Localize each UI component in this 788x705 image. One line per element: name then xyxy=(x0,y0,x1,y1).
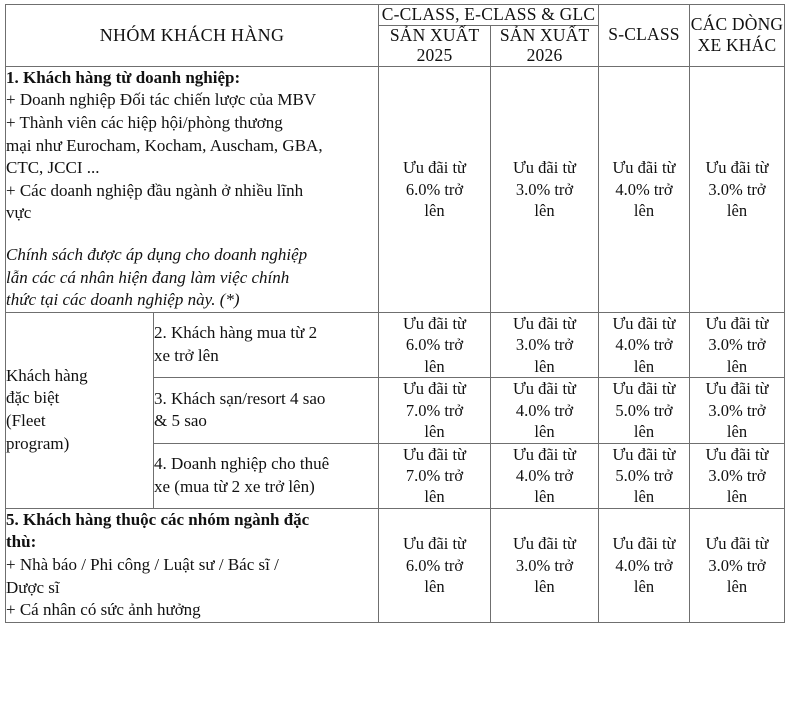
discount-line-3: lên xyxy=(726,577,748,597)
discount-line-3: lên xyxy=(534,201,555,221)
header-other-models xyxy=(690,5,785,67)
cell-discount-2026 xyxy=(491,378,599,443)
discount-line-3: lên xyxy=(633,487,655,507)
discount-line-1: Ưu đãi từ xyxy=(705,534,769,554)
discount-line-2: 4.0% trở xyxy=(615,555,673,575)
discount-line-2: 3.0% trở xyxy=(708,465,766,485)
discount-line-3: lên xyxy=(424,487,445,507)
discount-line-3: lên xyxy=(424,201,445,221)
special-industries-title-line-2: thù: xyxy=(6,532,37,552)
header-other-line-1: CÁC xyxy=(690,14,728,35)
business-customers-note-line-3: thức tại các doanh nghiệp này. (*) xyxy=(6,290,240,310)
customer-discount-table xyxy=(5,4,785,623)
header-production-year-2026 xyxy=(491,25,599,66)
discount-line-3: lên xyxy=(534,577,555,597)
business-customers-line-1: + Doanh nghiệp Đối tác chiến lược của MBV xyxy=(6,90,317,110)
discount-line-2: 4.0% trở xyxy=(515,465,574,485)
cell-discount-2026 xyxy=(491,66,599,312)
special-industries-line-1: + Nhà báo / Phi công / Luật sư / Bác sĩ / xyxy=(6,555,279,575)
cell-discount-other xyxy=(690,66,785,312)
discount-line-1: Ưu đãi từ xyxy=(513,379,576,399)
cell-discount-sclass xyxy=(599,312,690,377)
discount-line-3: lên xyxy=(424,577,445,597)
discount-line-1: Ưu đãi từ xyxy=(513,158,576,178)
header-row-1 xyxy=(6,5,785,26)
header-2026-line-2: 2026 xyxy=(526,44,563,65)
discount-line-3: lên xyxy=(633,356,655,376)
header-production-year-2025 xyxy=(379,25,491,66)
cell-discount-other xyxy=(690,312,785,377)
discount-line-1: Ưu đãi từ xyxy=(705,158,769,178)
discount-line-1: Ưu đãi từ xyxy=(403,313,466,333)
fleet-group-line-2: đặc biệt xyxy=(6,388,60,408)
car-rental-line-2: xe (mua từ 2 xe trở lên) xyxy=(154,476,315,496)
discount-line-3: lên xyxy=(534,422,555,442)
table-body xyxy=(6,66,785,622)
cell-discount-2025 xyxy=(379,508,491,622)
discount-line-2: 7.0% trở xyxy=(405,400,464,420)
multi-vehicle-line-2: xe trở lên xyxy=(154,346,219,366)
table-row xyxy=(6,508,785,622)
car-rental-line-1: 4. Doanh nghiệp cho thuê xyxy=(154,454,330,474)
header-other-line-3: XE xyxy=(697,35,722,56)
discount-line-2: 4.0% trở xyxy=(615,335,673,355)
cell-discount-2025 xyxy=(379,443,491,508)
cell-discount-other xyxy=(690,443,785,508)
discount-line-2: 3.0% trở xyxy=(708,179,766,199)
discount-line-1: Ưu đãi từ xyxy=(705,379,769,399)
special-industries-line-3: + Cá nhân có sức ảnh hưởng xyxy=(6,600,201,620)
discount-line-3: lên xyxy=(534,356,555,376)
cell-discount-other xyxy=(690,378,785,443)
table-header xyxy=(6,5,785,67)
cell-discount-sclass xyxy=(599,378,690,443)
discount-line-1: Ưu đãi từ xyxy=(513,313,576,333)
cell-business-customers-description xyxy=(6,66,379,312)
discount-line-3: lên xyxy=(424,422,445,442)
cell-multi-vehicle-description xyxy=(154,312,379,377)
hotel-resort-line-2: & 5 sao xyxy=(154,411,207,431)
multi-vehicle-line-1: 2. Khách hàng mua từ 2 xyxy=(154,323,318,343)
business-customers-note-line-1: Chính sách được áp dụng cho doanh nghiệp xyxy=(6,245,308,265)
cell-discount-2025 xyxy=(379,66,491,312)
discount-line-2: 4.0% trở xyxy=(515,400,574,420)
discount-line-2: 3.0% trở xyxy=(515,179,574,199)
discount-line-3: lên xyxy=(726,422,748,442)
discount-line-2: 3.0% trở xyxy=(515,555,574,575)
cell-discount-2026 xyxy=(491,508,599,622)
discount-line-2: 3.0% trở xyxy=(515,335,574,355)
discount-line-1: Ưu đãi từ xyxy=(705,313,769,333)
discount-line-2: 5.0% trở xyxy=(615,465,673,485)
discount-line-2: 6.0% trở xyxy=(405,179,464,199)
discount-line-1: Ưu đãi từ xyxy=(403,534,466,554)
business-customers-line-5: + Các doanh nghiệp đầu ngành ở nhiều lĩnh xyxy=(6,180,304,200)
discount-line-2: 6.0% trở xyxy=(405,335,464,355)
business-customers-line-3: mại như Eurocham, Kocham, Auscham, GBA, xyxy=(6,135,323,155)
cell-discount-2026 xyxy=(491,443,599,508)
discount-line-1: Ưu đãi từ xyxy=(403,158,466,178)
discount-line-2: 5.0% trở xyxy=(615,400,673,420)
cell-discount-sclass xyxy=(599,66,690,312)
cell-discount-2026 xyxy=(491,312,599,377)
header-sclass: S-CLASS xyxy=(599,5,690,67)
fleet-group-line-1: Khách hàng xyxy=(6,365,88,385)
discount-line-1: Ưu đãi từ xyxy=(513,534,576,554)
discount-line-1: Ưu đãi từ xyxy=(612,379,676,399)
discount-line-1: Ưu đãi từ xyxy=(612,444,676,464)
discount-line-1: Ưu đãi từ xyxy=(403,379,466,399)
cell-discount-sclass xyxy=(599,443,690,508)
discount-line-3: lên xyxy=(424,356,445,376)
fleet-group-line-4: program) xyxy=(6,434,70,454)
discount-line-2: 3.0% trở xyxy=(708,555,766,575)
discount-line-1: Ưu đãi từ xyxy=(705,444,769,464)
cell-discount-2025 xyxy=(379,312,491,377)
discount-line-2: 7.0% trở xyxy=(405,465,464,485)
discount-line-3: lên xyxy=(534,487,555,507)
cell-discount-sclass xyxy=(599,508,690,622)
special-industries-line-2: Dược sĩ xyxy=(6,577,60,597)
business-customers-line-4: CTC, JCCI ... xyxy=(6,158,100,178)
cell-hotel-resort-description xyxy=(154,378,379,443)
discount-line-2: 3.0% trở xyxy=(708,400,766,420)
cell-car-rental-description xyxy=(154,443,379,508)
discount-line-1: Ưu đãi từ xyxy=(612,534,676,554)
discount-line-2: 4.0% trở xyxy=(615,179,673,199)
header-other-line-2: DÒNG xyxy=(731,14,784,35)
header-customer-group: NHÓM KHÁCH HÀNG xyxy=(6,5,379,67)
cell-fleet-program-group xyxy=(6,312,154,508)
cell-discount-other xyxy=(690,508,785,622)
hotel-resort-line-1: 3. Khách sạn/resort 4 sao xyxy=(154,388,326,408)
discount-line-3: lên xyxy=(633,201,655,221)
table-row xyxy=(6,312,785,377)
header-cclass-eclass-glc: C-CLASS, E-CLASS & GLC xyxy=(379,5,599,26)
business-customers-line-6: vực xyxy=(6,203,32,223)
discount-line-1: Ưu đãi từ xyxy=(612,313,676,333)
discount-line-3: lên xyxy=(633,422,655,442)
fleet-group-line-3: (Fleet xyxy=(6,411,46,431)
discount-line-1: Ưu đãi từ xyxy=(403,444,466,464)
cell-special-industries-description xyxy=(6,508,379,622)
header-2025-line-1: SẢN XUẤT xyxy=(389,24,480,45)
discount-line-1: Ưu đãi từ xyxy=(612,158,676,178)
business-customers-note-line-2: lẫn các cá nhân hiện đang làm việc chính xyxy=(6,267,290,287)
discount-line-3: lên xyxy=(633,577,655,597)
discount-line-1: Ưu đãi từ xyxy=(513,444,576,464)
header-2025-line-2: 2025 xyxy=(416,44,453,65)
discount-line-3: lên xyxy=(726,487,748,507)
discount-line-2: 3.0% trở xyxy=(708,335,766,355)
discount-line-2: 6.0% trở xyxy=(405,555,464,575)
discount-line-3: lên xyxy=(726,356,748,376)
discount-line-3: lên xyxy=(726,201,748,221)
special-industries-title-line-1: 5. Khách hàng thuộc các nhóm ngành đặc xyxy=(6,509,310,529)
cell-discount-2025 xyxy=(379,378,491,443)
header-2026-line-1: SẢN XUẤT xyxy=(499,24,590,45)
header-other-line-4: KHÁC xyxy=(725,35,777,56)
business-customers-line-2: + Thành viên các hiệp hội/phòng thương xyxy=(6,113,283,133)
table-row xyxy=(6,66,785,312)
business-customers-title: 1. Khách hàng từ doanh nghiệp: xyxy=(6,67,241,87)
